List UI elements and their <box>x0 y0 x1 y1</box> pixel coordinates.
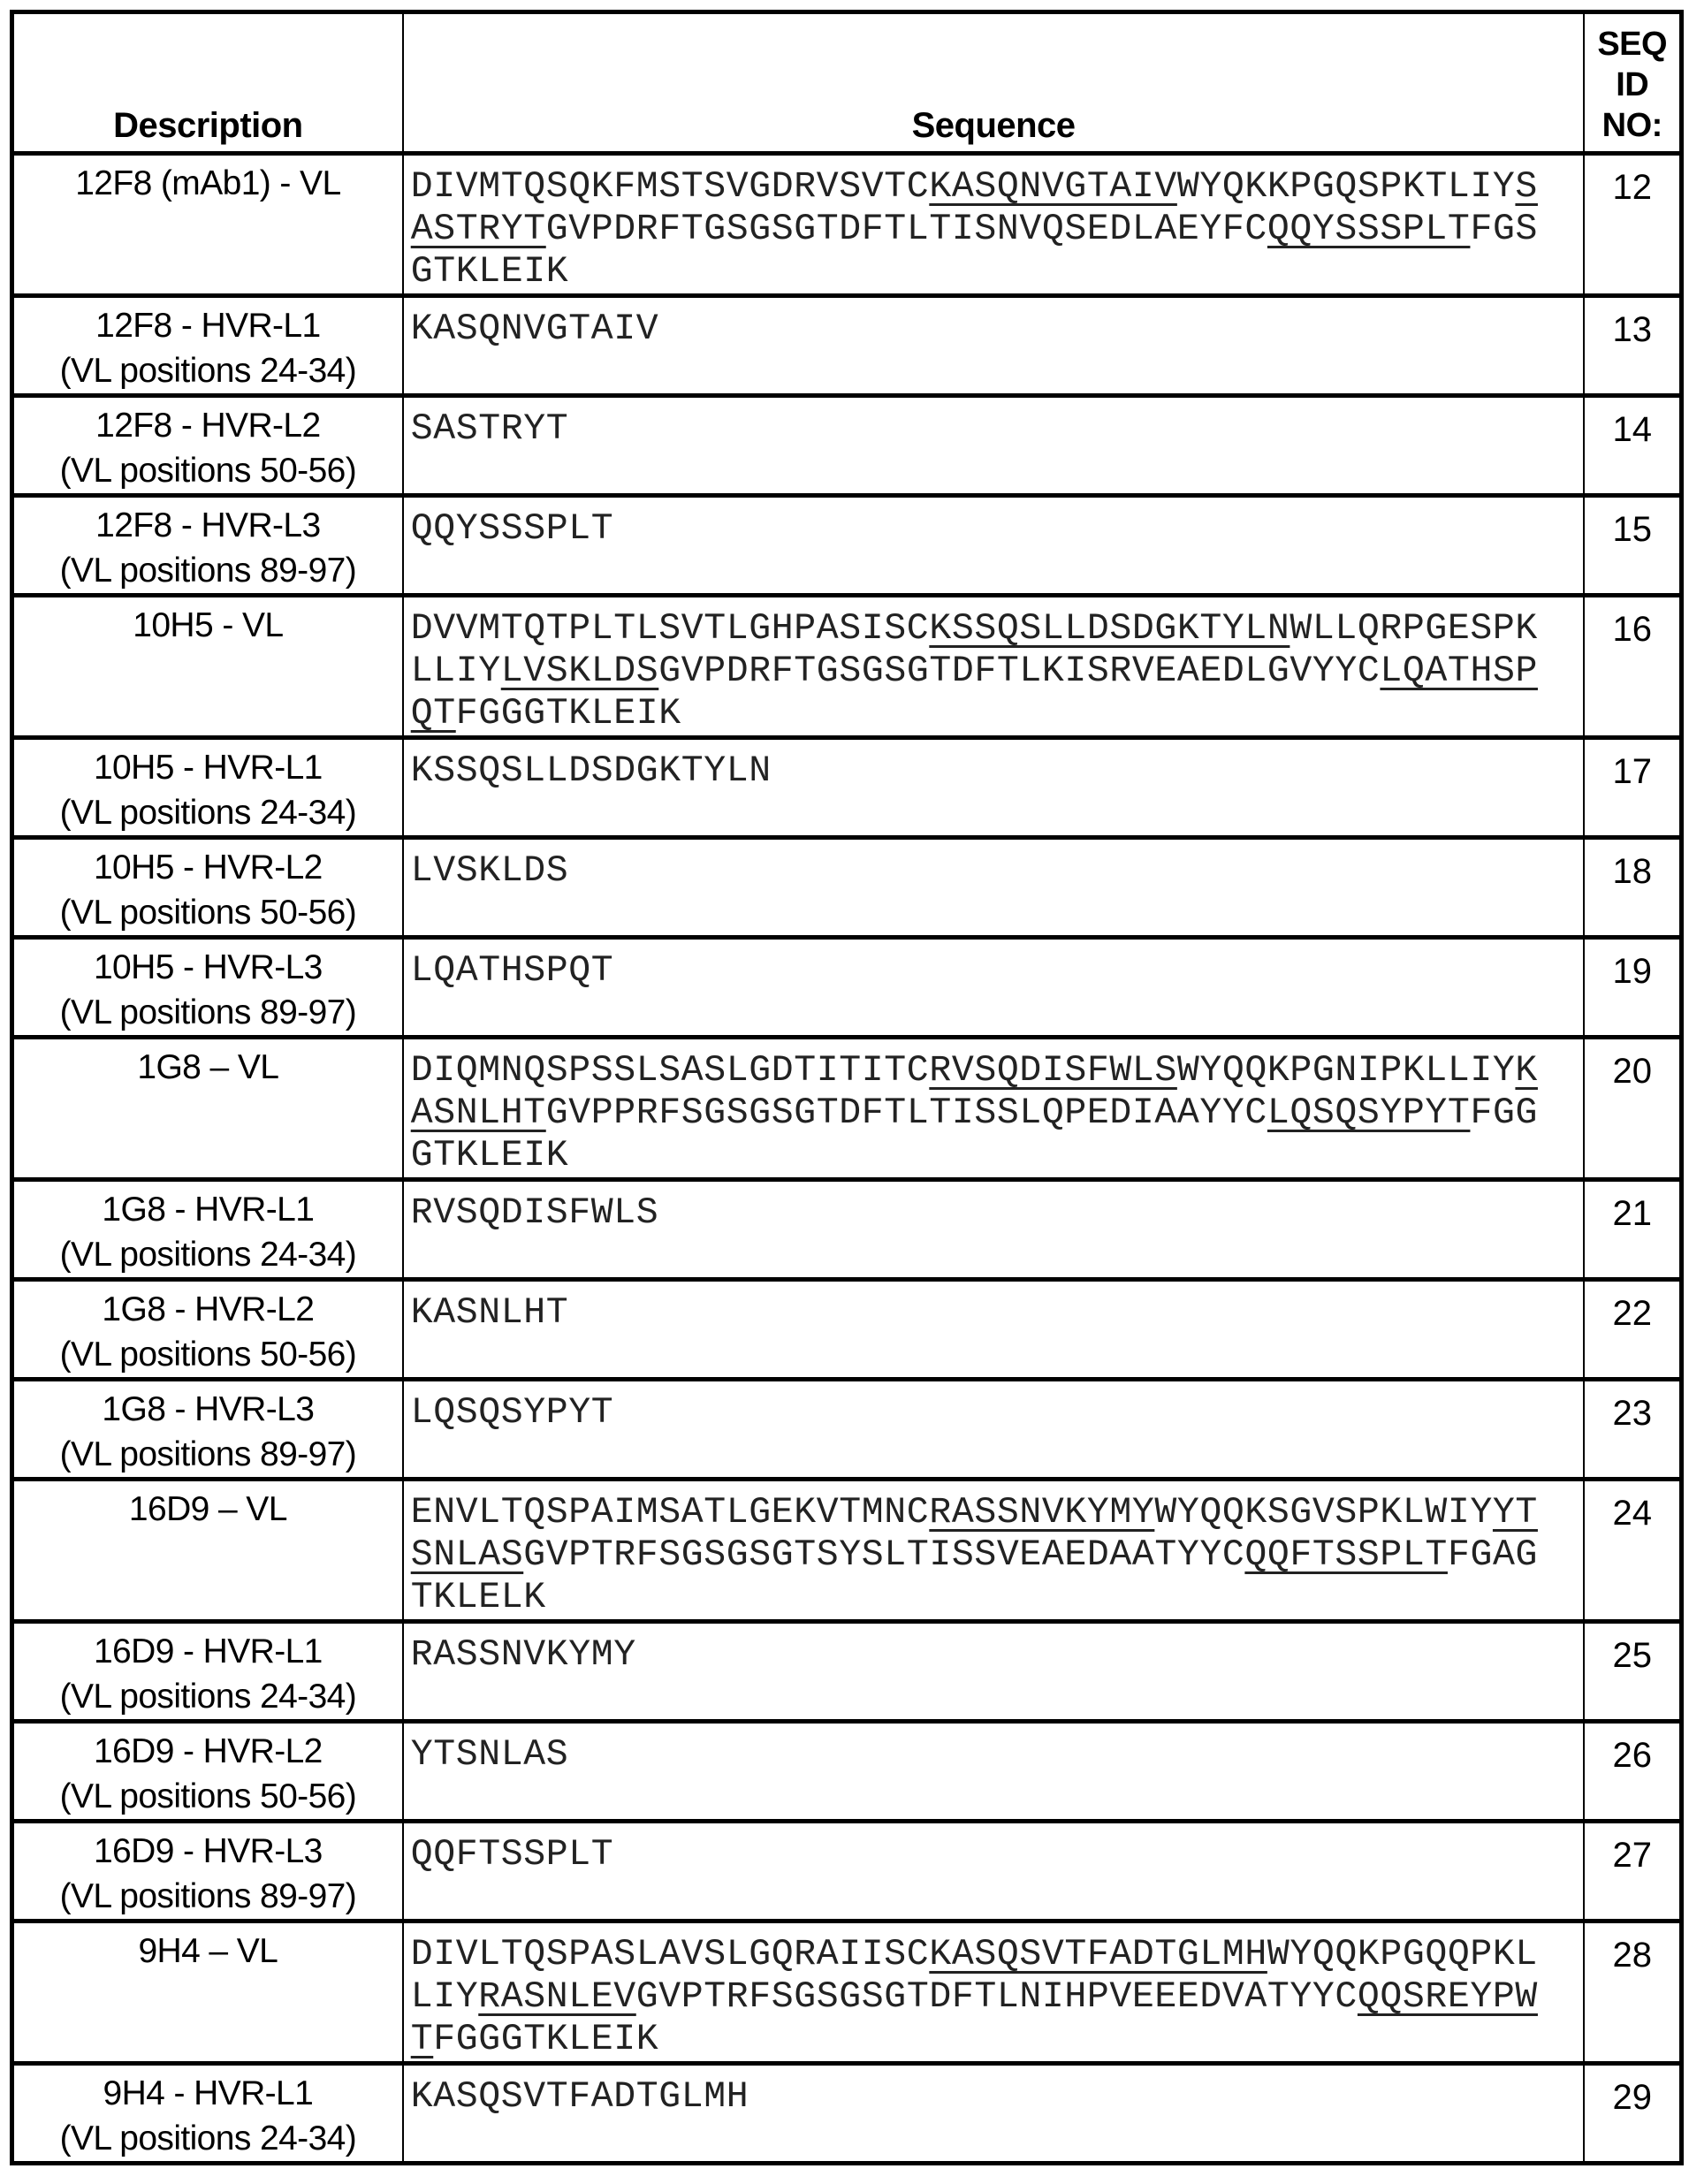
table-row <box>12 1180 1682 1280</box>
seq-id-cell: 23 <box>1584 1380 1681 1480</box>
seq-id-cell: 13 <box>1584 296 1681 396</box>
sequence-segment: KASQSVTFADTGLMH <box>410 2076 749 2118</box>
description-line: 10H5 - HVR-L2 <box>93 848 323 887</box>
sequence-line <box>411 1577 1584 1619</box>
sequence-line <box>411 209 1584 251</box>
sequence-line <box>411 1135 1584 1177</box>
sequence-line <box>411 1976 1584 2019</box>
sequence-line <box>411 1534 1584 1577</box>
description-cell <box>12 154 403 296</box>
description-line: (VL positions 50-56) <box>59 894 357 932</box>
description-line: 9H4 - HVR-L1 <box>103 2074 314 2112</box>
seq-id-cell: 14 <box>1584 396 1681 496</box>
description-cell <box>12 938 403 1038</box>
hvr-underlined-segment: QQSREYPW <box>1357 1976 1538 2018</box>
hvr-underlined-segment: KASQSVTFADTGLMH <box>929 1934 1267 1975</box>
description-line: 16D9 - HVR-L1 <box>93 1632 323 1670</box>
sequence-segment: DIQMNQSPSSLSASLGDTITITC <box>410 1050 930 1092</box>
sequence-line <box>411 166 1584 209</box>
sequence-cell <box>403 496 1585 596</box>
sequence-segment: ENVLTQSPAIMSATLGEKVTMNC <box>410 1492 930 1533</box>
sequence-segment: LVSKLDS <box>410 850 569 892</box>
header-seq-id-line: SEQ <box>1597 26 1668 63</box>
sequence-line <box>411 950 1584 993</box>
sequence-line <box>411 1634 1584 1677</box>
description-cell <box>12 2064 403 2164</box>
seq-id-cell: 17 <box>1584 738 1681 838</box>
hvr-underlined-segment: RVSQDISFWLS <box>929 1050 1177 1092</box>
sequence-cell <box>403 1280 1585 1380</box>
hvr-underlined-segment: KSSQSLLDSDGKTYLN <box>929 608 1290 650</box>
seq-id-cell: 21 <box>1584 1180 1681 1280</box>
hvr-underlined-segment: K <box>1515 1050 1538 1092</box>
description-line: (VL positions 89-97) <box>59 552 357 590</box>
sequence-segment: LLIY <box>410 651 501 692</box>
description-line: 1G8 - HVR-L1 <box>102 1191 315 1229</box>
sequence-segment: FGGGTKLEIK <box>433 2019 659 2060</box>
sequence-line <box>411 850 1584 893</box>
table-row <box>12 1038 1682 1180</box>
sequence-segment: FGGGTKLEIK <box>455 693 681 734</box>
description-line: 12F8 (mAb1) - VL <box>75 164 341 202</box>
description-line: (VL positions 50-56) <box>59 1336 357 1374</box>
sequence-segment: WYQQKPGNIPKLLIY <box>1176 1050 1516 1092</box>
sequence-segment: FGG <box>1470 1092 1538 1134</box>
sequence-segment: WLLQRPGESPK <box>1290 608 1538 650</box>
sequence-segment: GVPTRFSGSGSGTSYSLTISSVEAEDAATYYC <box>523 1534 1245 1576</box>
header-seq-id-line: ID <box>1616 66 1649 103</box>
table-row <box>12 1622 1682 1722</box>
table-row <box>12 596 1682 738</box>
sequence-cell <box>403 1921 1585 2064</box>
hvr-underlined-segment: T <box>410 2019 434 2060</box>
sequence-cell <box>403 2064 1585 2164</box>
sequence-line <box>411 750 1584 793</box>
description-line: 16D9 - HVR-L2 <box>93 1732 323 1770</box>
sequence-line <box>411 251 1584 293</box>
table-row <box>12 938 1682 1038</box>
sequence-cell <box>403 154 1585 296</box>
seq-id-cell: 24 <box>1584 1480 1681 1622</box>
sequence-segment: RASSNVKYMY <box>410 1634 636 1676</box>
sequence-cell <box>403 1380 1585 1480</box>
sequence-cell <box>403 596 1585 738</box>
sequence-line <box>411 608 1584 651</box>
description-cell <box>12 396 403 496</box>
sequence-segment: FGAG <box>1447 1534 1538 1576</box>
description-line: 1G8 - HVR-L3 <box>102 1390 315 1428</box>
seq-id-cell: 26 <box>1584 1722 1681 1822</box>
sequence-cell <box>403 1180 1585 1280</box>
description-cell <box>12 596 403 738</box>
sequence-segment: KASNLHT <box>410 1292 569 1334</box>
table-row <box>12 496 1682 596</box>
sequence-line <box>411 508 1584 551</box>
sequence-line <box>411 1050 1584 1092</box>
table-row <box>12 738 1682 838</box>
sequence-line <box>411 1734 1584 1777</box>
sequence-segment: WYQKKPGQSPKTLIY <box>1176 166 1516 208</box>
header-seq-id <box>1584 12 1681 154</box>
sequence-line <box>411 1192 1584 1235</box>
description-line: 12F8 - HVR-L2 <box>95 407 321 445</box>
sequence-cell <box>403 838 1585 938</box>
description-cell <box>12 1180 403 1280</box>
seq-id-cell: 12 <box>1584 154 1681 296</box>
hvr-underlined-segment: ASNLHT <box>410 1092 546 1134</box>
description-cell <box>12 1622 403 1722</box>
sequence-line <box>411 1492 1584 1534</box>
hvr-underlined-segment: ASTRYT <box>410 209 546 250</box>
header-sequence: Sequence <box>403 12 1585 154</box>
seq-id-cell: 25 <box>1584 1622 1681 1722</box>
hvr-underlined-segment: KASQNVGTAIV <box>929 166 1177 208</box>
description-line: (VL positions 50-56) <box>59 452 357 490</box>
sequence-segment: GVPDRFTGSGSGTDFTLKISRVEAEDLGVYYC <box>658 651 1381 692</box>
header-description: Description <box>12 12 403 154</box>
description-cell <box>12 738 403 838</box>
sequence-line <box>411 1834 1584 1876</box>
sequence-line <box>411 651 1584 693</box>
description-cell <box>12 1480 403 1622</box>
sequence-segment: QQFTSSPLT <box>410 1834 614 1876</box>
description-line: (VL positions 50-56) <box>59 1777 357 1815</box>
description-cell <box>12 1038 403 1180</box>
description-cell <box>12 838 403 938</box>
sequence-segment: FGS <box>1470 209 1538 250</box>
table-row <box>12 154 1682 296</box>
sequence-line <box>411 408 1584 451</box>
description-line: 10H5 - HVR-L1 <box>93 749 323 787</box>
sequence-segment: SASTRYT <box>410 408 569 450</box>
table-row <box>12 2064 1682 2164</box>
sequence-segment: GVPPRFSGSGSGTDFTLTISSLQPEDIAAYYC <box>545 1092 1267 1134</box>
sequence-cell <box>403 1480 1585 1622</box>
hvr-underlined-segment: QQFTSSPLT <box>1244 1534 1448 1576</box>
sequence-line <box>411 1292 1584 1335</box>
sequence-cell <box>403 738 1585 838</box>
hvr-underlined-segment: QT <box>410 693 456 734</box>
description-line: (VL positions 89-97) <box>59 1877 357 1915</box>
description-line: (VL positions 89-97) <box>59 1435 357 1473</box>
header-seq-id-line: NO: <box>1602 107 1662 144</box>
description-line: 16D9 – VL <box>128 1490 287 1528</box>
description-line: 1G8 - HVR-L2 <box>102 1290 315 1328</box>
sequence-segment: GTKLEIK <box>410 251 569 293</box>
seq-id-cell: 19 <box>1584 938 1681 1038</box>
description-cell <box>12 296 403 396</box>
hvr-underlined-segment: RASSNVKYMY <box>929 1492 1155 1533</box>
table-row <box>12 1480 1682 1622</box>
description-line: 10H5 - HVR-L3 <box>93 948 323 986</box>
seq-id-cell: 18 <box>1584 838 1681 938</box>
table-row <box>12 296 1682 396</box>
sequence-cell <box>403 1038 1585 1180</box>
table-row <box>12 396 1682 496</box>
seq-id-cell: 15 <box>1584 496 1681 596</box>
seq-id-cell: 27 <box>1584 1822 1681 1921</box>
sequence-segment: LQSQSYPYT <box>410 1392 614 1434</box>
sequence-segment: GVPDRFTGSGSGTDFTLTISNVQSEDLAEYFC <box>545 209 1267 250</box>
sequence-cell <box>403 1722 1585 1822</box>
sequence-line <box>411 2019 1584 2061</box>
sequence-segment: KSSQSLLDSDGKTYLN <box>410 750 772 792</box>
description-cell <box>12 1822 403 1921</box>
hvr-underlined-segment: LQATHSP <box>1380 651 1538 692</box>
sequence-table <box>10 10 1684 2165</box>
hvr-underlined-segment: S <box>1515 166 1538 208</box>
table-row <box>12 1722 1682 1822</box>
sequence-cell <box>403 938 1585 1038</box>
description-cell <box>12 496 403 596</box>
description-line: 16D9 - HVR-L3 <box>93 1832 323 1870</box>
sequence-line <box>411 308 1584 351</box>
seq-id-cell: 22 <box>1584 1280 1681 1380</box>
sequence-segment: TKLELK <box>410 1577 546 1618</box>
table-body <box>12 154 1682 2164</box>
hvr-underlined-segment: SNLAS <box>410 1534 524 1576</box>
sequence-segment: DVVMTQTPLTLSVTLGHPASISC <box>410 608 930 650</box>
description-line: 9H4 – VL <box>138 1932 278 1970</box>
sequence-segment: LQATHSPQT <box>410 950 614 992</box>
table-row <box>12 838 1682 938</box>
sequence-line <box>411 1934 1584 1976</box>
hvr-underlined-segment: YT <box>1492 1492 1538 1533</box>
sequence-line <box>411 1092 1584 1135</box>
sequence-segment: KASQNVGTAIV <box>410 308 659 350</box>
sequence-cell <box>403 1822 1585 1921</box>
sequence-line <box>411 1392 1584 1434</box>
description-cell <box>12 1722 403 1822</box>
sequence-segment: WYQQKPGQQPKL <box>1267 1934 1538 1975</box>
description-line: 12F8 - HVR-L1 <box>95 307 321 345</box>
sequence-line <box>411 2076 1584 2119</box>
header-row <box>12 12 1682 154</box>
seq-id-cell: 16 <box>1584 596 1681 738</box>
description-line: (VL positions 24-34) <box>59 1678 357 1716</box>
sequence-cell <box>403 296 1585 396</box>
table-row <box>12 1921 1682 2064</box>
sequence-segment: RVSQDISFWLS <box>410 1192 659 1234</box>
seq-id-cell: 20 <box>1584 1038 1681 1180</box>
description-cell <box>12 1280 403 1380</box>
description-line: (VL positions 24-34) <box>59 1236 357 1274</box>
sequence-segment: QQYSSSPLT <box>410 508 614 550</box>
seq-id-cell: 28 <box>1584 1921 1681 2064</box>
description-line: (VL positions 89-97) <box>59 993 357 1031</box>
table-row <box>12 1280 1682 1380</box>
description-line: (VL positions 24-34) <box>59 352 357 390</box>
sequence-segment: YTSNLAS <box>410 1734 569 1776</box>
description-line: 12F8 - HVR-L3 <box>95 506 321 544</box>
sequence-line <box>411 693 1584 735</box>
description-line: (VL positions 24-34) <box>59 2119 357 2157</box>
description-line: 1G8 – VL <box>137 1048 279 1086</box>
sequence-segment: DIVMTQSQKFMSTSVGDRVSVTC <box>410 166 930 208</box>
sequence-cell <box>403 1622 1585 1722</box>
description-line: 10H5 - VL <box>133 606 284 644</box>
table-row <box>12 1380 1682 1480</box>
sequence-segment: GVPTRFSGSGSGTDFTLNIHPVEEEDVATYYC <box>635 1976 1358 2018</box>
table-row <box>12 1822 1682 1921</box>
description-line: (VL positions 24-34) <box>59 794 357 832</box>
seq-id-cell: 29 <box>1584 2064 1681 2164</box>
hvr-underlined-segment: QQYSSSPLT <box>1267 209 1471 250</box>
hvr-underlined-segment: LQSQSYPYT <box>1267 1092 1471 1134</box>
hvr-underlined-segment: RASNLEV <box>478 1976 636 2018</box>
sequence-segment: DIVLTQSPASLAVSLGQRAIISC <box>410 1934 930 1975</box>
sequence-segment: GTKLEIK <box>410 1135 569 1176</box>
sequence-segment: WYQQKSGVSPKLWIY <box>1154 1492 1493 1533</box>
sequence-segment: LIY <box>410 1976 479 2018</box>
description-cell <box>12 1380 403 1480</box>
sequence-cell <box>403 396 1585 496</box>
description-cell <box>12 1921 403 2064</box>
hvr-underlined-segment: LVSKLDS <box>500 651 659 692</box>
